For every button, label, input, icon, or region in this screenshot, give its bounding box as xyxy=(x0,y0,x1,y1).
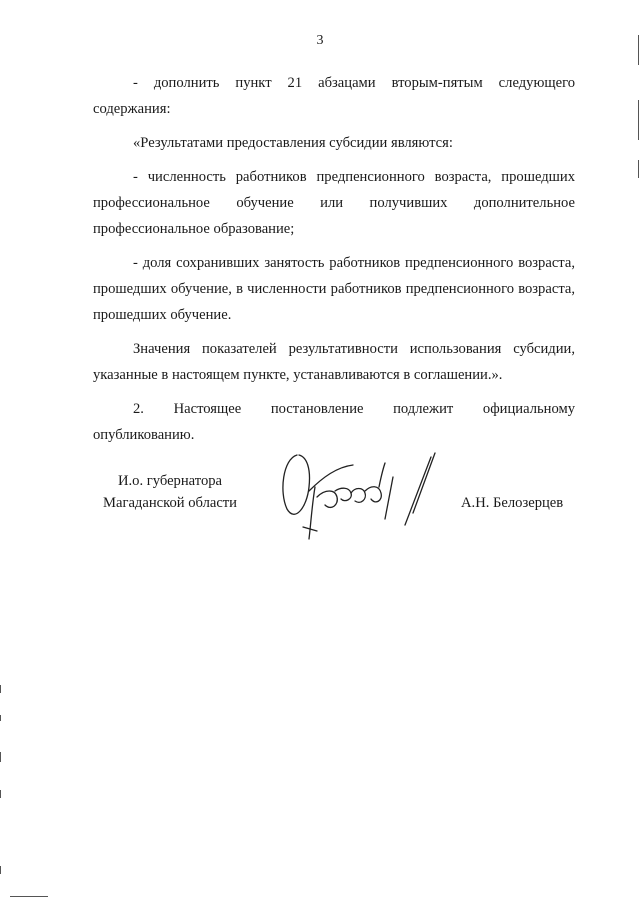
signatory-title-line2: Магаданской области xyxy=(103,495,237,511)
scan-edge-mark xyxy=(0,715,1,721)
scan-edge-mark xyxy=(0,752,1,762)
paragraph-results-share: - доля сохранивших занятость работников предпенсионного возраста, прошедших обучение, в численности работников предпенсионного возраста, прошедших обучение. xyxy=(93,255,575,323)
handwritten-signature xyxy=(275,447,445,552)
scan-edge-mark xyxy=(0,790,1,798)
document-body xyxy=(93,70,575,448)
scan-edge-mark xyxy=(638,160,639,178)
signatory-title xyxy=(95,470,245,514)
page-number: 3 xyxy=(316,33,324,48)
scan-edge-mark xyxy=(638,100,639,140)
paragraph-results-intro: «Результатами предоставления субсидии являются: xyxy=(133,135,453,151)
signatory-name: А.Н. Белозерцев xyxy=(461,495,564,511)
paragraph-publication: 2. Настоящее постановление подлежит официальному опубликованию. xyxy=(93,401,575,443)
scan-edge-mark xyxy=(10,896,48,897)
paragraph-amendment: - дополнить пункт 21 абзацами вторым-пятым следующего содержания: xyxy=(93,75,575,117)
paragraph-indicator-values: Значения показателей результативности использования субсидии, указанные в настоящем пункте, устанавливаются в соглашении.». xyxy=(93,341,575,383)
scan-edge-mark xyxy=(638,35,639,65)
signatory-title-line1: И.о. губернатора xyxy=(117,473,223,489)
scan-edge-mark xyxy=(0,685,1,693)
paragraph-results-headcount: - численность работников предпенсионного возраста, прошедших профессиональное обучение или получивших дополнительное профессиональное образование; xyxy=(93,169,575,237)
scan-edge-mark xyxy=(0,866,1,874)
